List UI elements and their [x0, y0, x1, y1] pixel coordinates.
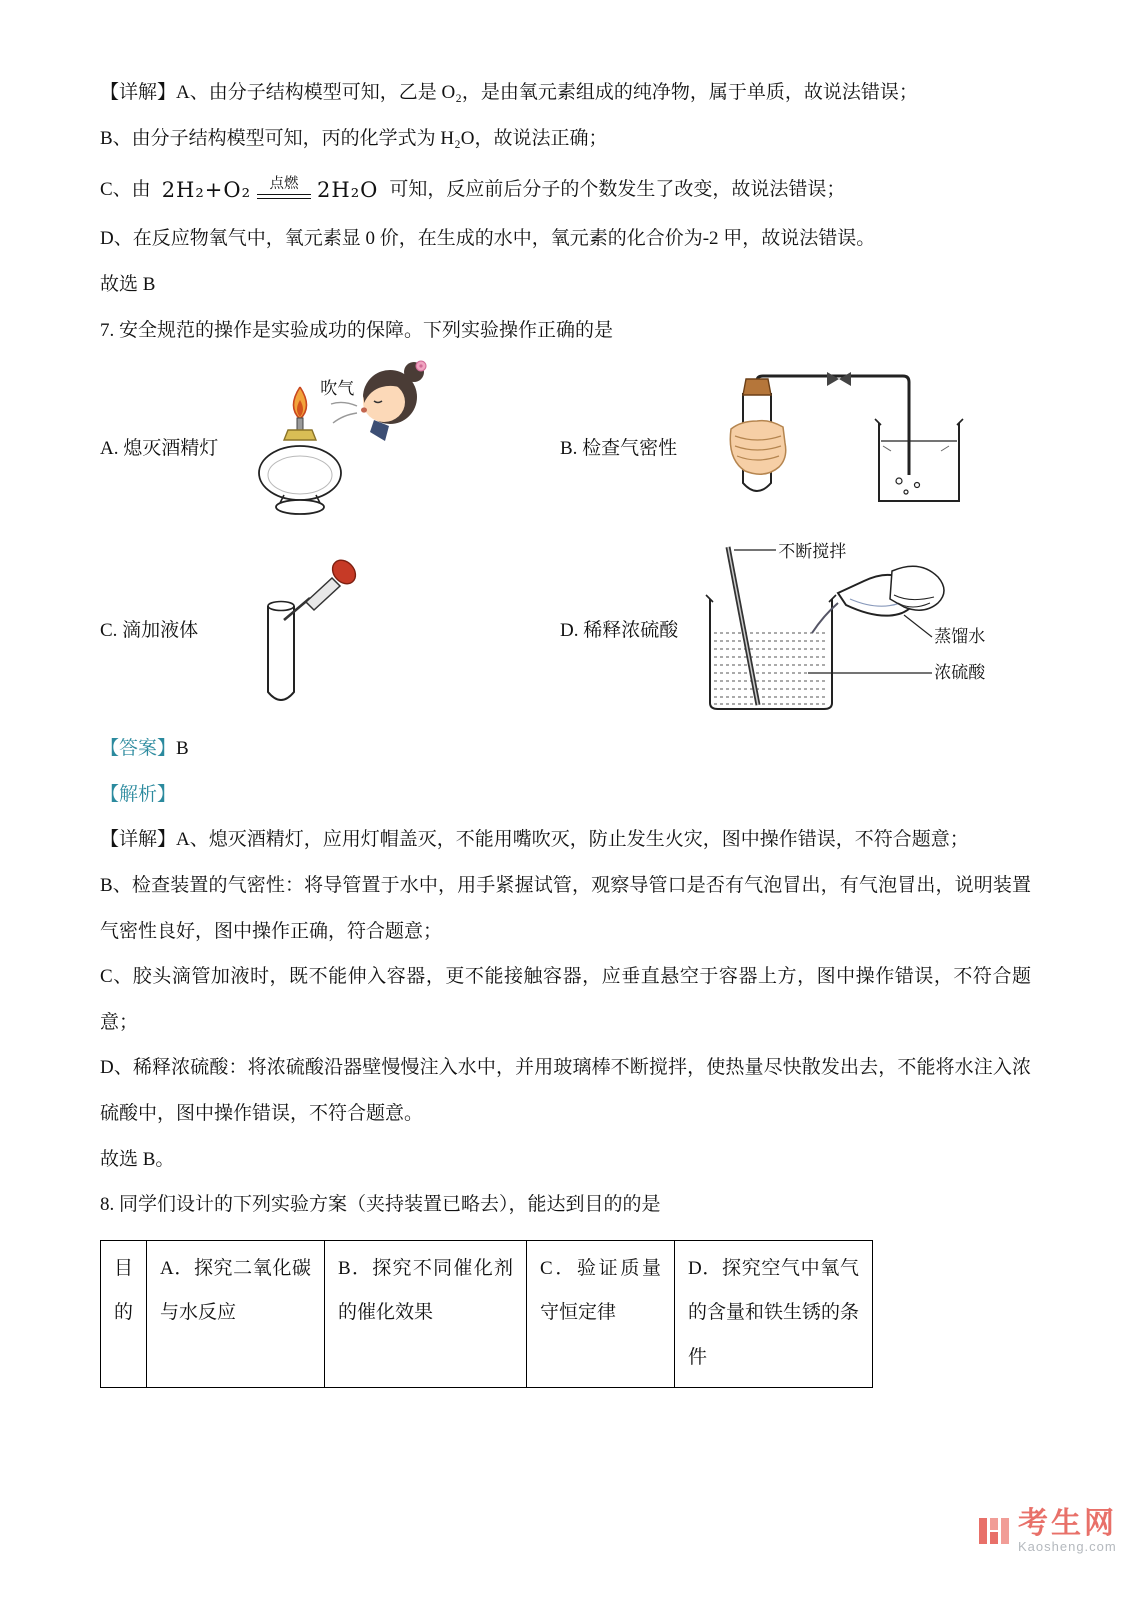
- keep-stirring-label: 不断搅拌: [778, 542, 847, 562]
- q8-row-header-line1: 目: [113, 1257, 133, 1279]
- q7-detail-b: B、检查装置的气密性：将导管置于水中，用手紧握试管，观察导管口是否有气泡冒出，有气泡冒出，说明装置气密性良好，图中操作正确，符合题意；: [100, 875, 1031, 942]
- q6-detail-line-a: 【详解】A、由分子结构模型可知，乙是 O₂，是由氧元素组成的纯净物，属于单质，故说法错误；: [100, 82, 918, 103]
- q7-option-a: [100, 357, 560, 535]
- q6-equation-line: [100, 161, 1031, 216]
- q7-option-c-label: C. 滴加液体: [100, 620, 199, 642]
- q6-detail-line-b: B、由分子结构模型可知，丙的化学式为 H₂O，故说法正确；: [100, 127, 608, 149]
- gas-tightness-apparatus-figure: [687, 371, 997, 521]
- q7-option-d-label: D. 稀释浓硫酸: [560, 620, 679, 642]
- q7-detail-d: D、稀释浓硫酸：将浓硫酸沿器壁慢慢注入水中，并用玻璃棒不断搅拌，使热量尽快散发出去，不能将水注入浓硫酸中，图中操作错误，不符合题意。: [100, 1057, 1031, 1125]
- equation-condition: [257, 174, 311, 199]
- q8-table: [100, 1240, 873, 1388]
- dropper-test-tube-figure: [208, 544, 378, 714]
- q7-figure-c: [208, 544, 378, 714]
- blow-air-label: 吹气: [320, 379, 355, 399]
- q7-options-grid: [100, 357, 1031, 716]
- watermark-en: Kaosheng.com: [1018, 1539, 1117, 1554]
- q8-cell-c: C．验证质量守恒定律: [527, 1240, 675, 1387]
- q8-row-header: [101, 1240, 147, 1387]
- q7-detail-a: 【详解】A、熄灭酒精灯，应用灯帽盖灭，不能用嘴吹灭，防止发生火灾，图中操作错误，不符合题意；: [100, 829, 969, 851]
- q7-option-b: [560, 357, 1031, 535]
- q7-figure-b: [687, 371, 997, 521]
- q7-figure-a: [228, 357, 468, 535]
- q7-option-a-label: A. 熄灭酒精灯: [100, 437, 219, 459]
- q7-analysis-label: 【解析】: [100, 783, 177, 805]
- q7-detail-c: C、胶头滴管加液时，既不能伸入容器，更不能接触容器，应垂直悬空于容器上方，图中操作错误，不符合题意；: [100, 966, 1031, 1033]
- q7-choice: 故选 B。: [100, 1148, 175, 1170]
- equation-lhs: 2H₂+O₂: [161, 178, 252, 203]
- q8-row-header-line2: 的: [113, 1302, 133, 1324]
- q7-option-c: [100, 541, 560, 716]
- q7-figure-d: [688, 541, 988, 716]
- watermark-text: [1018, 1508, 1117, 1555]
- concentrated-acid-label: 浓硫酸: [934, 663, 986, 683]
- equation-suffix: 可知，反应前后分子的个数发生了改变，故说法错误；: [389, 179, 846, 201]
- q7-option-b-label: B. 检查气密性: [560, 437, 678, 459]
- watermark-cn: 考生网: [1018, 1506, 1117, 1540]
- q7-answer-line: [100, 726, 1031, 772]
- q7-stem: 7. 安全规范的操作是实验成功的保障。下列实验操作正确的是: [100, 319, 614, 341]
- answer-value: B: [176, 738, 189, 760]
- q8-cell-b: B．探究不同催化剂的催化效果: [325, 1240, 527, 1387]
- equation-rhs: 2H₂O: [317, 178, 379, 203]
- q8-cell-d: D．探究空气中氧气的含量和铁生锈的条件: [675, 1240, 873, 1387]
- distilled-water-label: 蒸馏水: [934, 627, 986, 647]
- q8-stem: 8. 同学们设计的下列实验方案（夹持装置已略去），能达到目的的是: [100, 1194, 661, 1216]
- equation-double-line: [257, 194, 311, 199]
- q6-detail-line-d: D、在反应物氧气中，氧元素显 0 价，在生成的水中，氧元素的化合价为-2 甲，故说法错误。: [100, 228, 876, 250]
- kaosheng-logo-icon: [977, 1514, 1011, 1548]
- q6-choice: 故选 B: [100, 274, 156, 296]
- q7-option-d: [560, 541, 1031, 716]
- q8-table-row: [101, 1240, 873, 1387]
- q8-cell-a: A．探究二氧化碳与水反应: [147, 1240, 325, 1387]
- answer-label: 【答案】: [100, 738, 177, 760]
- equation-prefix: C、由: [100, 179, 151, 201]
- kaosheng-watermark: [977, 1508, 1117, 1555]
- equation-condition-text: 点燃: [269, 176, 299, 193]
